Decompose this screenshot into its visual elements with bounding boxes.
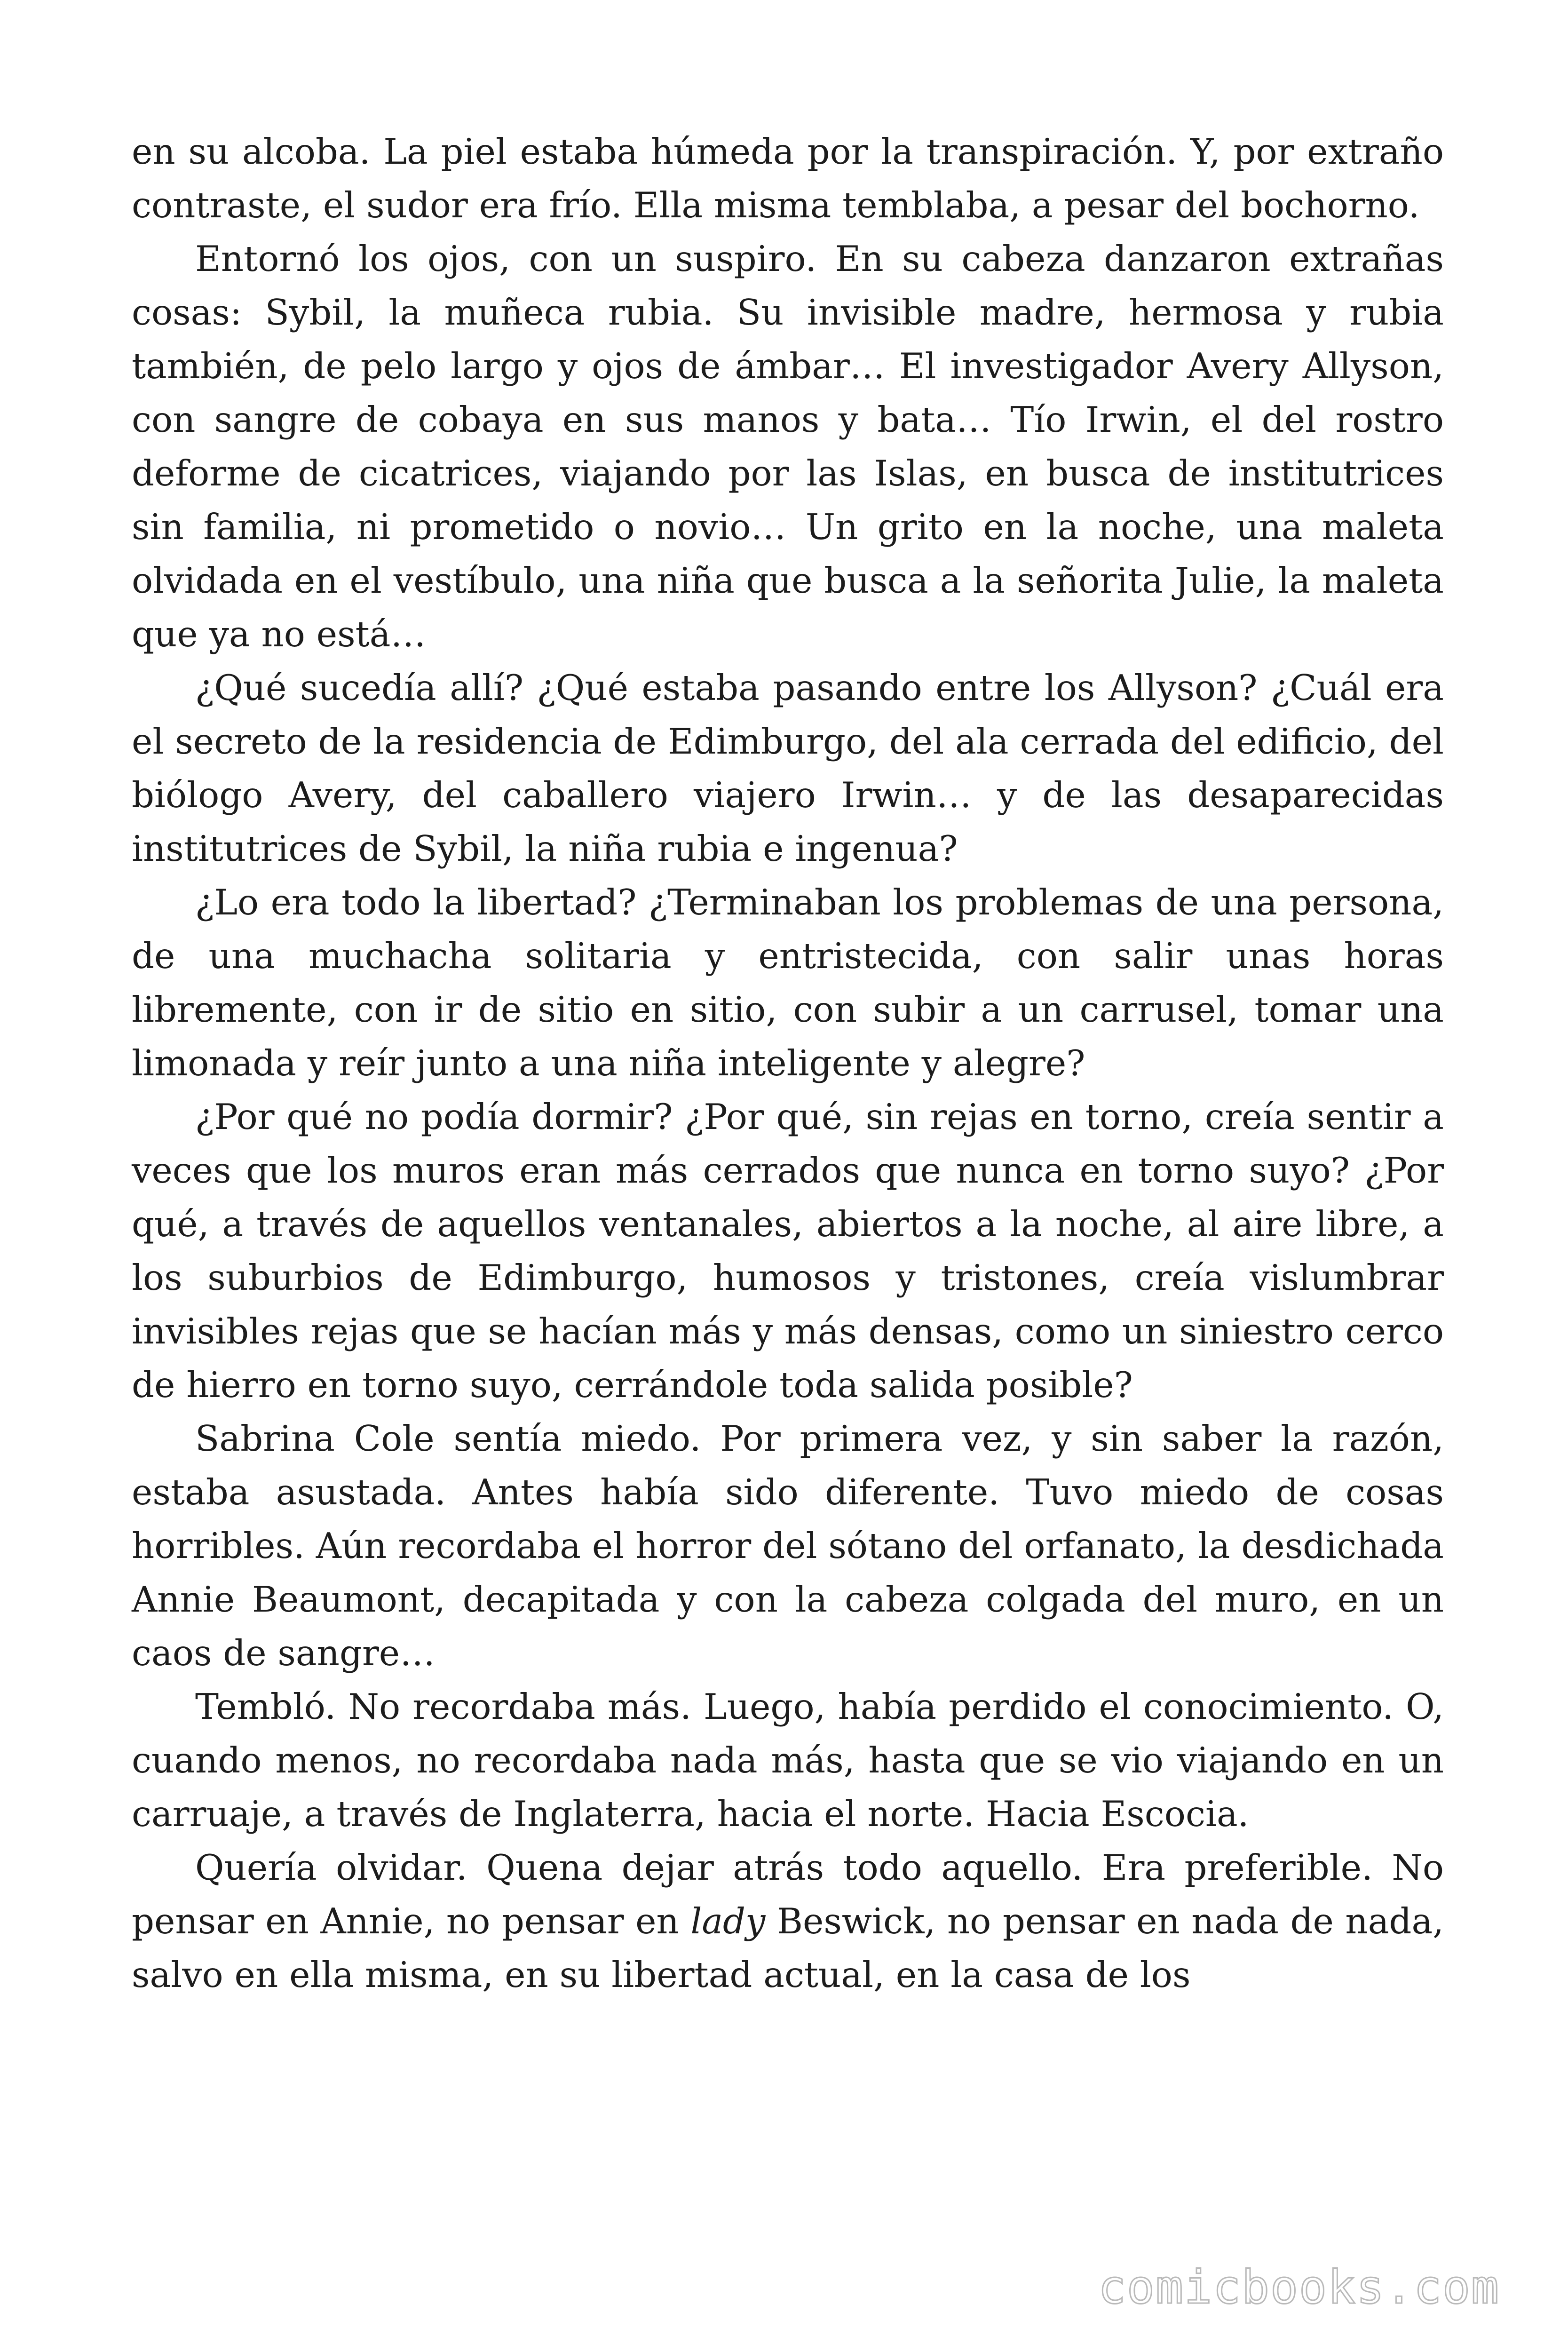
paragraph-8-text-end: Beswick, no pensar en nada de nada, salvo en ella misma, en su libertad actual, en la casa de los bbox=[132, 1900, 1444, 1995]
paragraph-8 bbox=[132, 1841, 1444, 2002]
paragraph-8-italic-word: lady bbox=[690, 1900, 766, 1942]
paragraph-7: Tembló. No recordaba más. Luego, había perdido el conocimiento. O, cuando menos, no recordaba nada más, hasta que se vio viajando en un carruaje, a través de Inglaterra, hacia el norte. Hacia Escocia. bbox=[132, 1686, 1444, 1835]
page-body bbox=[132, 125, 1444, 2002]
paragraph-6: Sabrina Cole sentía miedo. Por primera vez, y sin saber la razón, estaba asustada. Antes había sido diferente. Tuvo miedo de cosas horribles. Aún recordaba el horror del sótano del orfanato, la desdichada Annie Beaumont, decapitada y con la cabeza colgada del muro, en un caos de sangre… bbox=[132, 1418, 1444, 1674]
paragraph-3: ¿Qué sucedía allí? ¿Qué estaba pasando entre los Allyson? ¿Cuál era el secreto de la residencia de Edimburgo, del ala cerrada del edificio, del biólogo Avery, del caballero viajero Irwin… y de las desaparecidas institutrices de Sybil, la niña rubia e ingenua? bbox=[132, 667, 1444, 869]
watermark: comicbooks.com bbox=[1098, 2261, 1500, 2314]
paragraph-8-text-start: Quería olvidar. Quena dejar atrás todo aquello. Era preferible. No pensar en Annie, no pensar en bbox=[132, 1847, 1444, 1942]
paragraph-1: en su alcoba. La piel estaba húmeda por la transpiración. Y, por extraño contraste, el sudor era frío. Ella misma temblaba, a pesar del bochorno. bbox=[132, 131, 1444, 226]
paragraph-4: ¿Lo era todo la libertad? ¿Terminaban los problemas de una persona, de una muchacha solitaria y entristecida, con salir unas horas libremente, con ir de sitio en sitio, con subir a un carrusel, tomar una limonada y reír junto a una niña inteligente y alegre? bbox=[132, 882, 1444, 1084]
paragraph-5: ¿Por qué no podía dormir? ¿Por qué, sin rejas en torno, creía sentir a veces que los muros eran más cerrados que nunca en torno suyo? ¿Por qué, a través de aquellos ventanales, abiertos a la noche, al aire libre, a los suburbios de Edimburgo, humosos y tristones, creía vislumbrar invisibles rejas que se hacían más y más densas, como un siniestro cerco de hierro en torno suyo, cerrándole toda salida posible? bbox=[132, 1096, 1444, 1406]
paragraph-2: Entornó los ojos, con un suspiro. En su cabeza danzaron extrañas cosas: Sybil, la muñeca rubia. Su invisible madre, hermosa y rubia también, de pelo largo y ojos de ámbar… El investigador Avery Allyson, con sangre de cobaya en sus manos y bata… Tío Irwin, el del rostro deforme de cicatrices, viajando por las Islas, en busca de institutrices sin familia, ni prometido o novio… Un grito en la noche, una maleta olvidada en el vestíbulo, una niña que busca a la señorita Julie, la maleta que ya no está… bbox=[132, 238, 1444, 655]
